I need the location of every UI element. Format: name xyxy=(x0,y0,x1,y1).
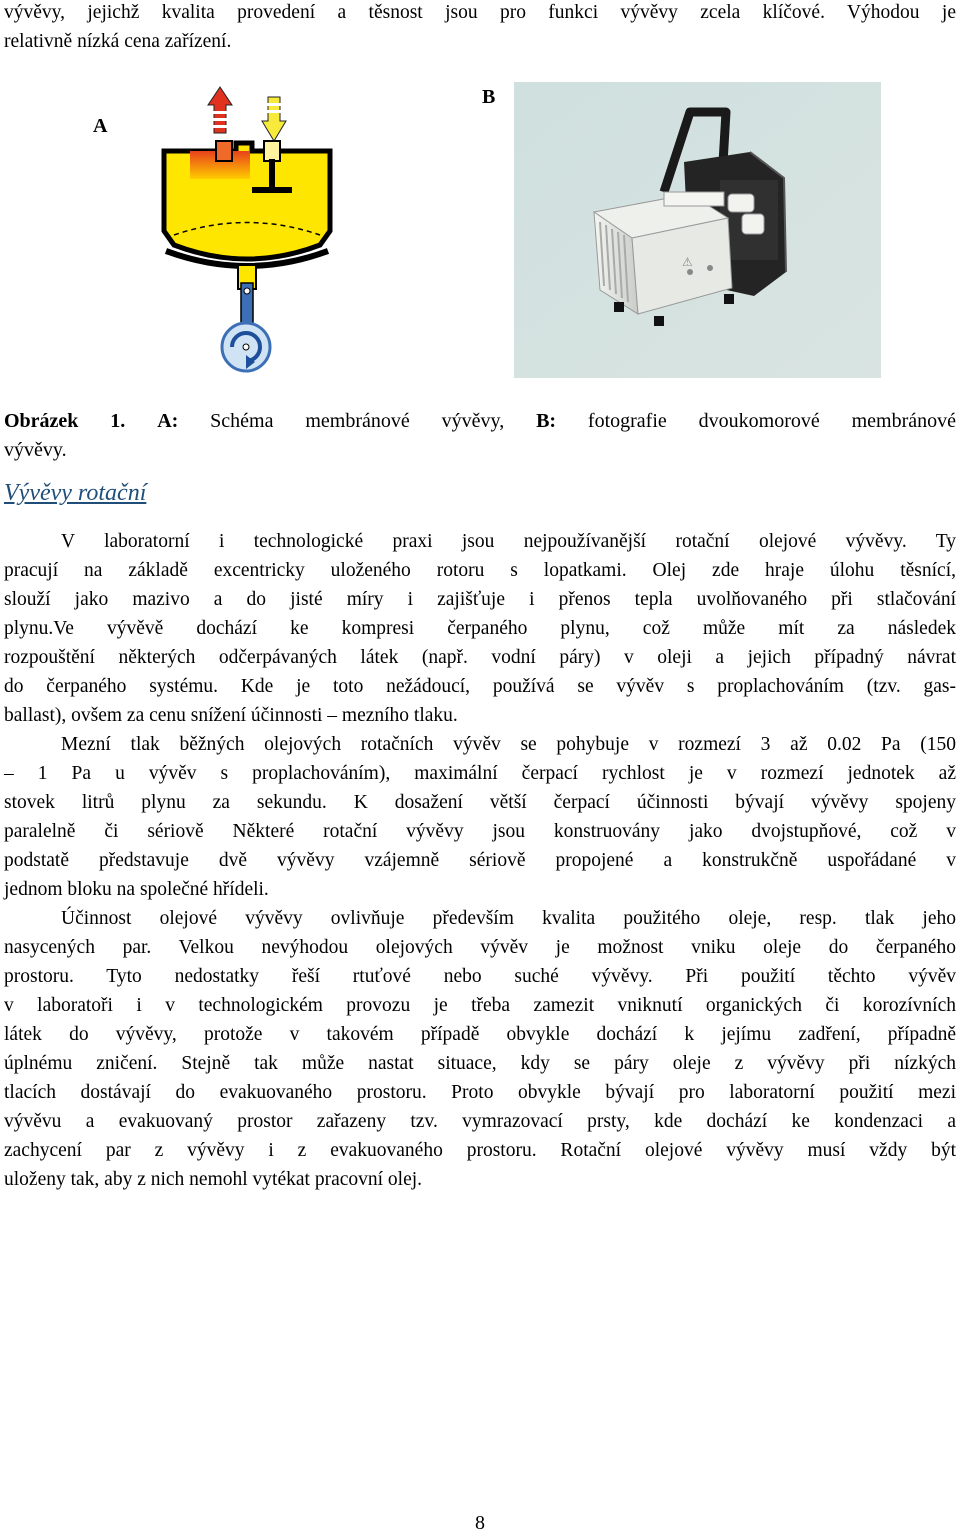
paragraph-line: Mezní tlak běžných olejových rotačních vývěv se pohybuje v rozmezí 3 až 0.02 Pa (150 xyxy=(61,734,956,755)
paragraph-line: rozpouštění některých odčerpávaných látek (např. vodní páry) v oleji a jejich případný návrat xyxy=(4,647,956,668)
paragraph-line: tlacích dostávají do evakuovaného prostoru. Proto obvykle bývají pro laboratorní použití mezi xyxy=(4,1082,956,1103)
inlet-arrow-icon xyxy=(262,97,286,141)
paragraph-line: V laboratorní i technologické praxi jsou nejpoužívanější rotační olejové vývěvy. Ty xyxy=(61,531,956,552)
paragraph-line: nasycených par. Velkou nevýhodou olejových vývěv je možnost vniku oleje do čerpaného xyxy=(4,937,956,958)
caption-line xyxy=(4,407,956,436)
figure-caption xyxy=(4,407,956,465)
paragraph-line: úplnému zničení. Stejně tak může nastat situace, kdy se páry oleje z vývěvy při nízkých xyxy=(4,1053,956,1074)
paragraph-line: plynu.Ve vývěvě dochází ke kompresi čerpaného plynu, což může mít za následek xyxy=(4,618,956,639)
pump-photograph xyxy=(514,82,881,378)
paragraph-line: látek do vývěvy, protože v takovém případě obvykle dochází k jejímu zadření, případně xyxy=(4,1024,956,1045)
outlet-arrow-icon xyxy=(208,87,232,133)
paragraph-3 xyxy=(4,904,956,1194)
paragraph-line: prostoru. Tyto nedostatky řeší rtuťové nebo suché vývěvy. Při použití těchto vývěv xyxy=(4,966,956,987)
paragraph-1 xyxy=(4,527,956,730)
paragraph-line: pracují na základě excentricky uloženého rotoru s lopatkami. Olej zde hraje úlohu těsnící, xyxy=(4,560,956,581)
figure-label-b: B xyxy=(482,86,496,108)
pump-body xyxy=(164,141,330,259)
caption-line: vývěvy. xyxy=(4,439,67,461)
paragraph-line: podstatě představuje dvě vývěvy vzájemně sériově propojené a konstrukčně uspořádané v xyxy=(4,850,956,871)
caption-b-text: fotografie dvoukomorové membránové xyxy=(556,410,957,432)
paragraph-line: Účinnost olejové vývěvy ovlivňuje především kvalita použitého oleje, resp. tlak jeho xyxy=(61,908,956,929)
paragraph-line: ballast), ovšem za cenu snížení účinnosti – mezního tlaku. xyxy=(4,705,458,726)
paragraph-line: do čerpaného systému. Kde je toto nežádoucí, používá se vývěv s proplachováním (tzv. gas- xyxy=(4,676,956,697)
paragraph-line: v laboratoři i v technologickém provozu je třeba zamezit vniknutí organických či korozívních xyxy=(4,995,956,1016)
paragraph-line: jednom bloku na společné hřídeli. xyxy=(4,879,269,900)
caption-prefix: Obrázek 1. xyxy=(4,410,126,432)
paragraph-line: uloženy tak, aby z nich nemohl vytékat pracovní olej. xyxy=(4,1169,423,1190)
paragraph-line: slouží jako mazivo a do jisté míry i zajišťuje i přenos tepla uvolňovaného při stlačování xyxy=(4,589,956,610)
page-number: 8 xyxy=(475,1512,485,1534)
paragraph-line: stovek litrů plynu za sekundu. K dosažení větší čerpací účinnosti bývají vývěvy spojeny xyxy=(4,792,956,813)
svg-text:⚠: ⚠ xyxy=(682,255,693,269)
intro-line: vývěvy, jejichž kvalita provedení a těsnost jsou pro funkci vývěvy zcela klíčové. Výhodou je xyxy=(4,2,956,23)
membrane-pump-schematic xyxy=(160,85,360,375)
paragraph-line: vývěvu a evakuovaný prostor zařazeny tzv. vymrazovací prsty, kde dochází ke kondenzaci a xyxy=(4,1111,956,1132)
paragraph-line: – 1 Pa u vývěv s proplachováním), maximální čerpací rychlost je v rozmezí jednotek až xyxy=(4,763,956,784)
intro-text xyxy=(4,0,956,56)
crank-wheel-icon xyxy=(222,323,270,371)
caption-b-key: B: xyxy=(536,410,557,432)
section-heading: Vývěvy rotační xyxy=(4,480,147,506)
figure-label-a: A xyxy=(93,115,108,137)
paragraph-2 xyxy=(4,730,956,904)
paragraph-line: zachycení par z vývěvy i z evakuovaného prostoru. Rotační olejové vývěvy musí vždy být xyxy=(4,1140,956,1161)
paragraph-line: paralelně či sériově Některé rotační vývěvy jsou konstruovány jako dvojstupňové, což v xyxy=(4,821,956,842)
intro-line: relativně nízká cena zařízení. xyxy=(4,31,232,52)
caption-a-key: A: xyxy=(157,410,179,432)
caption-a-text: Schéma membránové vývěvy, xyxy=(178,410,537,432)
